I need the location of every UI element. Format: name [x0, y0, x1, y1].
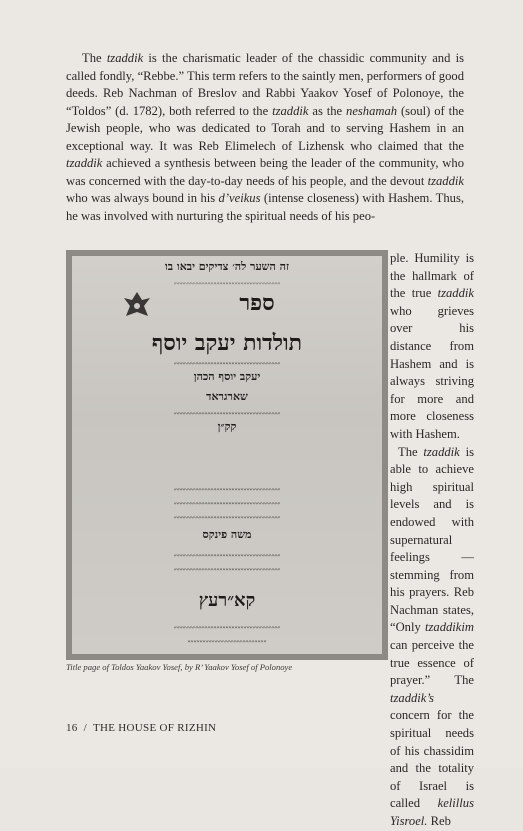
paragraph-1: The tzaddik is the charismatic leader of the chassidic community and is called fondly, “Rebbe.” This term refers to the saintly men, performers of good deeds. Reb Nachman of Breslov and Rabbi Yaakov Yosef of Polonoye, the “Toldos” (d. 1782), both referred to the tzaddik as the neshamah (soul) of the Jewish people, who was dedicated to Torah and to serving Hashem in an exceptional way. It was Reb Elimelech of Lizhensk who claimed that the tzaddik achieved a synthesis between being the leader of the community, who was concerned with the day-to-day needs of his people, and the devout tzaddik who was always bound in his d’veikus (intense closeness) with Hashem. Thus, he was involved with nurturing the spiritual needs of his peo-	[66, 51, 465, 223]
side-paragraph-1: ple. Humility is the hallmark of the true tzaddik who grieves over his distance from Hashem and is always striving for more and more closeness with Hashem.	[390, 251, 474, 441]
hebrew-printer-line: משה פינקס	[202, 528, 252, 541]
page-footer	[66, 722, 216, 734]
hebrew-title-sefer: ספר	[239, 290, 275, 316]
title-page-figure	[66, 250, 388, 675]
side-paragraph-2: The tzaddik is able to achieve high spiritual levels and is endowed with supernatural feelings — stemming from his prayers. Reb Nachman states, “Only tzaddikim can perceive the true essence of prayer.” The tzaddik’s concern for the spiritual needs of his chassidim and the totality of Israel is called kelillus Yisroel. Reb	[390, 444, 474, 828]
hebrew-line: זה השער לה׳ צדיקים יבאו בו	[164, 260, 290, 273]
side-column-text	[390, 250, 474, 831]
footer-separator: /	[83, 722, 87, 734]
hebrew-year-line: קק״ן	[217, 420, 237, 433]
hebrew-title-toldos: תולדות יעקב יוסף	[151, 330, 303, 356]
title-page-image: זה השער לה׳ צדיקים יבאו בו ״״״״״״״״״״״״״״״״״״״״״״״״״״״״״״״״״״״ ספר תולדות יעקב יוסף ״״״״״״״״״״״״״״״״״״״״״״״״״״״״״״״״״״״ יעקב יוסף הכהן שארגראד ״״״״״״״״״״״״״״״״״״״״״״״״״״״״״״״״״״״ קק״ן ״״״״״״״״״״״״״״״״״״״״״״״״״״״״״״״״״״״ ״״״״״״״״״״״״״״״״״״״״״״״״״״״״״״״״״״״ ״״״״״״״״״״״״״״״״״״״״״״״״״״״״״״״״״״״ משה פינקס ״״״״״״״״״״״״״״״״״״״״״״״״״״״״״״״״״״״ ״״״״״״״״״״״״״״״״״״״״״״״״״״״״״״״״״״״ קא״רעץ ״״״״״״״״״״״״״״״״״״״״״״״״״״״״״״״״״״״ ״״״״״״״״״״״״״״״״״״״״״״״״״״	[66, 250, 388, 660]
main-paragraph	[66, 50, 464, 225]
page-number: 16	[66, 722, 78, 734]
figure-caption: Title page of Toldos Yaakov Yosef, by R’ Yaakov Yosef of Polonoye	[66, 662, 293, 672]
hebrew-author-line: יעקב יוסף הכהן	[193, 370, 261, 383]
hebrew-place-line: קא״רעץ	[198, 590, 256, 611]
eagle-emblem-icon	[122, 290, 152, 326]
hebrew-city-line: שארגראד	[206, 390, 248, 403]
running-head: THE HOUSE OF RIZHIN	[92, 722, 217, 734]
